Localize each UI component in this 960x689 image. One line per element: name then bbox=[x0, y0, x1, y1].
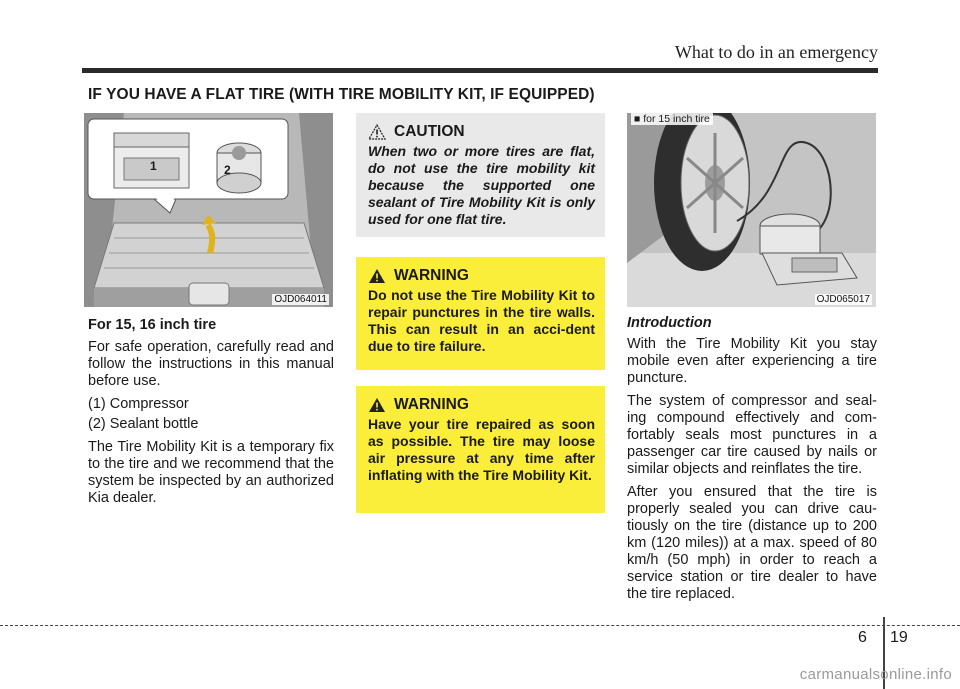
warning-text-2: Have your tire repaired as soon as possible. The tire may loose air pressure at any time after inflating with the Tire Mobility Kit. bbox=[368, 416, 595, 483]
callout-1: 1 bbox=[150, 159, 157, 173]
image-code-right: OJD065017 bbox=[816, 294, 870, 305]
warning-header-1 bbox=[368, 267, 595, 285]
section-title: IF YOU HAVE A FLAT TIRE (WITH TIRE MOBILITY KIT, IF EQUIPPED) bbox=[88, 86, 595, 103]
header-rule bbox=[82, 68, 878, 73]
left-item-1: (1) Compressor bbox=[88, 396, 189, 412]
warning-header-2 bbox=[368, 396, 595, 414]
caution-title: CAUTION bbox=[394, 123, 465, 140]
page-number: 19 bbox=[890, 629, 908, 646]
warning-triangle-icon bbox=[368, 397, 386, 413]
warning-title-1: WARNING bbox=[394, 267, 469, 284]
watermark: carmanualsonline.info bbox=[799, 666, 952, 683]
warning-triangle-icon bbox=[368, 268, 386, 284]
caution-text: When two or more tires are flat, do not use the tire mobility kit because the supported one sealant of Tire Mobility Kit is only used for one flat tire. bbox=[368, 143, 595, 227]
intro-heading: Introduction bbox=[627, 315, 712, 331]
left-subheading: For 15, 16 inch tire bbox=[88, 317, 217, 333]
caution-header bbox=[368, 123, 595, 141]
warning-box-2 bbox=[356, 386, 605, 513]
left-paragraph-2: The Tire Mobility Kit is a temporary fix to the tire and we recommend that the system be inspected by an authorized Kia dealer. bbox=[88, 439, 334, 506]
tire-compressor-image bbox=[627, 113, 876, 307]
left-item-2: (2) Sealant bottle bbox=[88, 416, 199, 432]
right-paragraph-1: With the Tire Mobility Kit you stay mobile even after experiencing a tire puncture. bbox=[627, 336, 877, 386]
warning-box-1 bbox=[356, 257, 605, 370]
right-paragraph-2: The system of compressor and seal-ing compound effectively and com-fortably seals most punctures in a passenger car tire caused by nails or similar objects and reinflates the tire. bbox=[627, 393, 877, 477]
chapter-number: 6 bbox=[858, 629, 867, 646]
caution-triangle-icon bbox=[368, 124, 386, 140]
right-column bbox=[627, 315, 877, 609]
left-paragraph-1: For safe operation, carefully read and follow the instructions in this manual before use. bbox=[88, 339, 334, 389]
trunk-kit-illustration bbox=[84, 113, 333, 307]
image-label-right: ■ for 15 inch tire bbox=[631, 113, 713, 125]
image-code-left: OJD064011 bbox=[274, 294, 327, 305]
warning-text-1: Do not use the Tire Mobility Kit to repair punctures in the tire walls. This can result in an acci-dent due to tire failure. bbox=[368, 287, 595, 354]
warning-title-2: WARNING bbox=[394, 396, 469, 413]
tire-compressor-illustration bbox=[627, 113, 876, 307]
footer-rule bbox=[0, 625, 960, 626]
right-paragraph-3: After you ensured that the tire is properly sealed you can drive cau-tiously on the tire (distance up to 200 km (120 miles)) at a max. speed of 80 km/h (50 mph) in order to reach a service station or tire dealer to have the tire replaced. bbox=[627, 484, 877, 602]
callout-2: 2 bbox=[224, 163, 231, 177]
header-title: What to do in an emergency bbox=[674, 42, 878, 62]
left-column bbox=[88, 317, 334, 513]
trunk-kit-image bbox=[84, 113, 333, 307]
caution-box bbox=[356, 113, 605, 237]
